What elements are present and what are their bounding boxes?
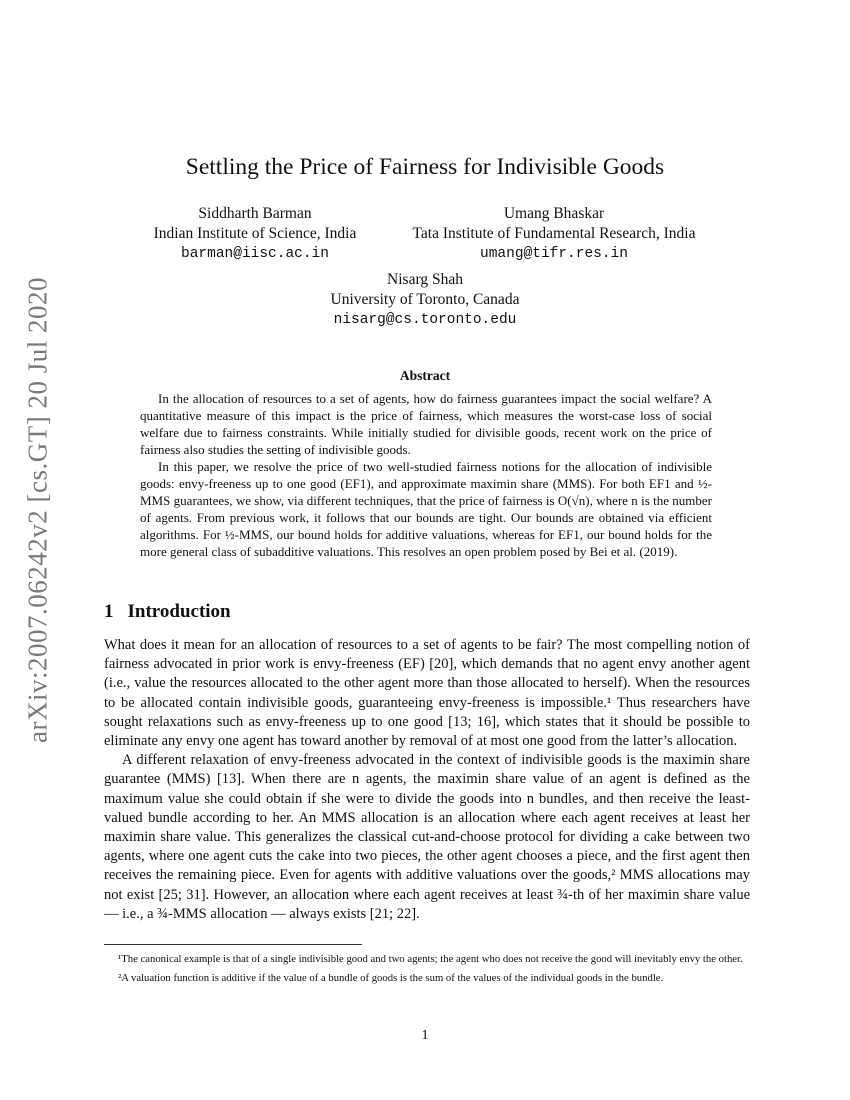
introduction-body (104, 636, 750, 924)
author-affiliation: University of Toronto, Canada (330, 291, 520, 308)
author-email: nisarg@cs.toronto.edu (333, 312, 517, 328)
author-affiliation: Tata Institute of Fundamental Research, India (412, 225, 696, 242)
footnote-rule (104, 944, 362, 945)
arxiv-identifier: arXiv:2007.06242v2 [cs.GT] 20 Jul 2020 (22, 277, 53, 743)
author-block-1 (130, 204, 380, 264)
footnote-2: ²A valuation function is additive if the value of a bundle of goods is the sum of the values of the individual goods in the bundle. (118, 972, 664, 984)
author-name: Umang Bhaskar (503, 205, 605, 222)
section-title: Introduction (127, 601, 231, 622)
author-block-2 (392, 204, 716, 264)
author-affiliation: Indian Institute of Science, India (153, 225, 357, 242)
section-number: 1 (104, 601, 114, 622)
abstract-paragraph-1: In the allocation of resources to a set of agents, how do fairness guarantees impact the social welfare? A quantitative measure of this impact is the price of fairness, which measures the worst-case loss of social welfare due to fairness constraints. While initially studied for divisible goods, recent work on the price of fairness also studies the setting of indivisible goods. (140, 391, 712, 457)
author-block-3 (0, 270, 850, 330)
author-name: Siddharth Barman (198, 205, 312, 222)
footnotes (104, 952, 750, 985)
body-paragraph-2: A different relaxation of envy-freeness advocated in the context of indivisible goods is the maximin share guarantee (MMS) [13]. When there are n agents, the maximin share value of an agent is defined as the maximum value she could obtain if she were to divide the goods into n bundles, and then receive the least-valued bundle according to her. An MMS allocation is an allocation where each agent receives at least her maximin share value. This generalizes the classical cut-and-choose protocol for dividing a cake between two agents, where one agent cuts the cake into two pieces, the other agent chooses a piece, and the first agent then receives the remaining piece. Even for agents with additive valuations over the goods,² MMS allocations may not exist [25; 31]. However, an allocation where each agent receives at least ¾-th of her maximin share value — i.e., a ¾-MMS allocation — always exists [21; 22]. (104, 752, 750, 922)
author-name: Nisarg Shah (387, 271, 463, 288)
section-heading (104, 601, 231, 623)
paper-title: Settling the Price of Fairness for Indivisible Goods (185, 154, 665, 180)
abstract-paragraph-2: In this paper, we resolve the price of two well-studied fairness notions for the allocation of indivisible goods: envy-freeness up to one good (EF1), and approximate maximin share (MMS). For both EF1 and ½-MMS guarantees, we show, via different techniques, that the price of fairness is O(√n), where n is the number of agents. From previous work, it follows that our bounds are tight. Our bounds are obtained via efficient algorithms. For ½-MMS, our bound holds for additive valuations, whereas for EF1, our bound holds for the more general class of subadditive valuations. This resolves an open problem posed by Bei et al. (2019). (140, 459, 712, 559)
page-number: 1 (421, 1028, 429, 1043)
author-email: umang@tifr.res.in (480, 246, 628, 262)
abstract-body (140, 390, 712, 560)
arxiv-sidebar-stamp (8, 277, 68, 743)
body-paragraph-1: What does it mean for an allocation of resources to a set of agents to be fair? The most compelling notion of fairness advocated in prior work is envy-freeness (EF) [20], which demands that no agent envy another agent (i.e., value the resources allocated to the other agent more than those allocated to herself). When the resources to be allocated contain indivisible goods, guaranteeing envy-freeness is impossible.¹ Thus researchers have sought relaxations such as envy-freeness up to one good [13; 16], which states that it should be possible to eliminate any envy one agent has toward another by removal of at most one good from the latter’s allocation. (104, 637, 750, 750)
author-email: barman@iisc.ac.in (181, 246, 329, 262)
footnote-1: ¹The canonical example is that of a single indivisible good and two agents; the agent who does not receive the good will inevitably envy the other. (118, 953, 743, 965)
abstract-heading: Abstract (399, 368, 451, 383)
